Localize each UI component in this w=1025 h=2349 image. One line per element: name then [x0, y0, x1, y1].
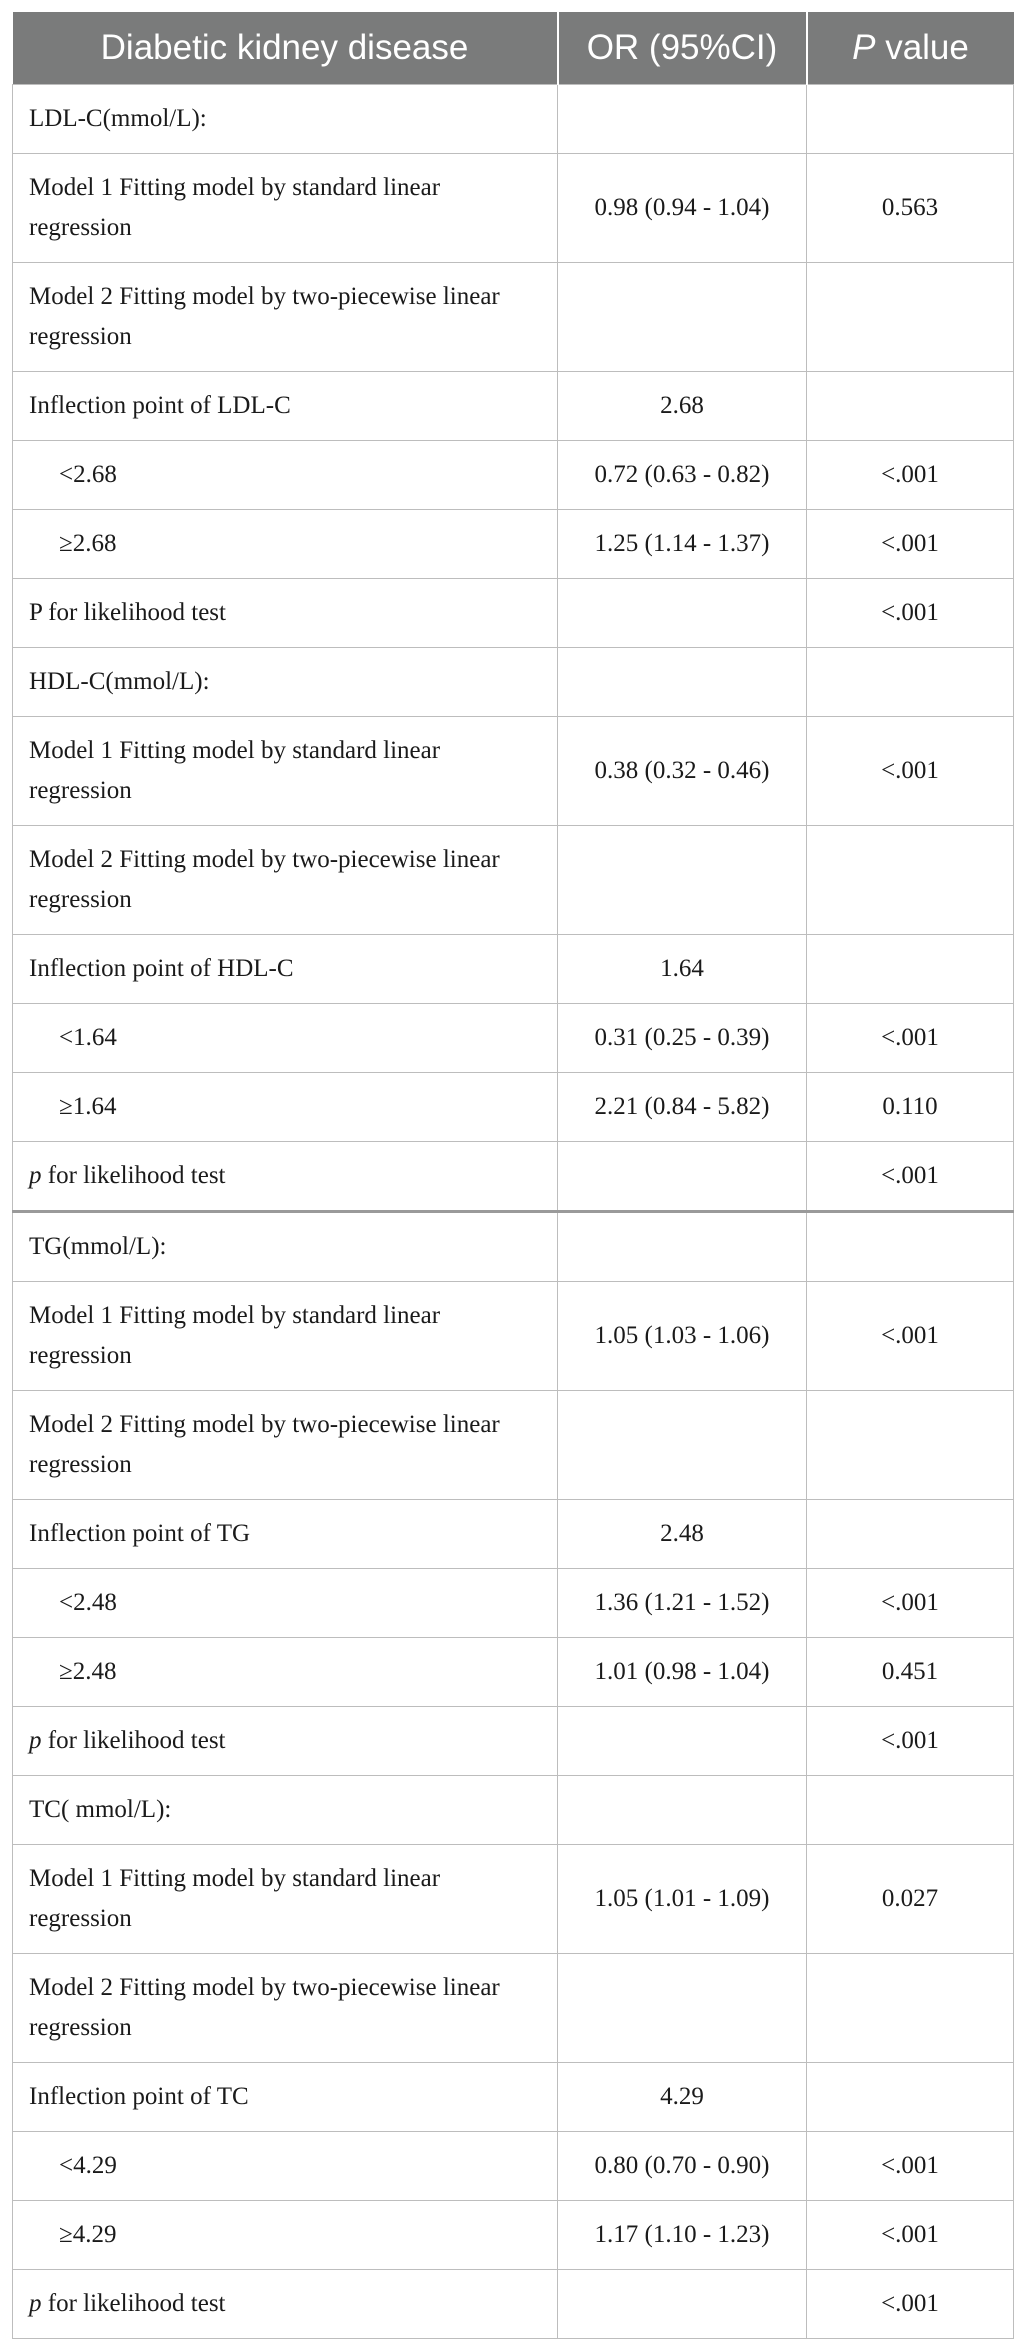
- model2-row: [13, 1391, 1014, 1500]
- below-label: <2.48: [13, 1569, 558, 1638]
- model1-label: Model 1 Fitting model by standard linear regression: [13, 154, 558, 263]
- model1-p: 0.027: [807, 1845, 1014, 1954]
- below-label: <1.64: [13, 1004, 558, 1073]
- header-or-ci: OR (95%CI): [558, 12, 807, 85]
- below-label: <2.68: [13, 441, 558, 510]
- model2-row: [13, 1954, 1014, 2063]
- above-p: 0.110: [807, 1073, 1014, 1142]
- model1-row: [13, 717, 1014, 826]
- above-or: 1.25 (1.14 - 1.37): [558, 510, 807, 579]
- likelihood-p-word: p: [29, 1162, 42, 1189]
- model1-row: [13, 1845, 1014, 1954]
- model1-or: 0.98 (0.94 - 1.04): [558, 154, 807, 263]
- empty-cell: [807, 372, 1014, 441]
- below-or: 0.31 (0.25 - 0.39): [558, 1004, 807, 1073]
- inflection-value: 4.29: [558, 2063, 807, 2132]
- inflection-value: 2.48: [558, 1500, 807, 1569]
- results-table: [12, 12, 1014, 2339]
- empty-cell: [558, 648, 807, 717]
- model1-or: 0.38 (0.32 - 0.46): [558, 717, 807, 826]
- likelihood-p: <.001: [807, 2270, 1014, 2339]
- header-p-value: [807, 12, 1014, 85]
- empty-cell: [807, 1212, 1014, 1282]
- likelihood-text: for likelihood test: [41, 599, 226, 626]
- empty-cell: [807, 1391, 1014, 1500]
- empty-cell: [558, 1142, 807, 1212]
- below-p: <.001: [807, 1569, 1014, 1638]
- section-title-row: [13, 648, 1014, 717]
- likelihood-p: <.001: [807, 1142, 1014, 1212]
- likelihood-row: [13, 2270, 1014, 2339]
- model1-or: 1.05 (1.03 - 1.06): [558, 1282, 807, 1391]
- below-label: <4.29: [13, 2132, 558, 2201]
- above-p: 0.451: [807, 1638, 1014, 1707]
- above-inflection-row: [13, 1638, 1014, 1707]
- likelihood-label: [13, 579, 558, 648]
- empty-cell: [558, 1212, 807, 1282]
- empty-cell: [558, 263, 807, 372]
- model1-row: [13, 154, 1014, 263]
- inflection-value: 1.64: [558, 935, 807, 1004]
- model1-label: Model 1 Fitting model by standard linear regression: [13, 1282, 558, 1391]
- likelihood-row: [13, 1707, 1014, 1776]
- inflection-label: Inflection point of LDL-C: [13, 372, 558, 441]
- empty-cell: [807, 2063, 1014, 2132]
- empty-cell: [807, 263, 1014, 372]
- model2-label: Model 2 Fitting model by two-piecewise linear regression: [13, 1391, 558, 1500]
- likelihood-p-word: P: [29, 599, 42, 626]
- model2-row: [13, 263, 1014, 372]
- model2-label: Model 2 Fitting model by two-piecewise linear regression: [13, 263, 558, 372]
- above-p: <.001: [807, 2201, 1014, 2270]
- below-or: 0.72 (0.63 - 0.82): [558, 441, 807, 510]
- model1-p: <.001: [807, 717, 1014, 826]
- below-p: <.001: [807, 2132, 1014, 2201]
- inflection-label: Inflection point of TG: [13, 1500, 558, 1569]
- section-title-row: [13, 85, 1014, 154]
- empty-cell: [558, 1954, 807, 2063]
- empty-cell: [558, 1707, 807, 1776]
- section-title: LDL-C(mmol/L):: [13, 85, 558, 154]
- empty-cell: [807, 648, 1014, 717]
- header-outcome: Diabetic kidney disease: [13, 12, 558, 85]
- above-label: ≥1.64: [13, 1073, 558, 1142]
- likelihood-p-word: p: [29, 2290, 42, 2317]
- section-title-row: [13, 1776, 1014, 1845]
- table-header: [13, 12, 1014, 85]
- above-inflection-row: [13, 1073, 1014, 1142]
- above-p: <.001: [807, 510, 1014, 579]
- empty-cell: [807, 1776, 1014, 1845]
- likelihood-p: <.001: [807, 1707, 1014, 1776]
- empty-cell: [807, 1500, 1014, 1569]
- inflection-row: [13, 935, 1014, 1004]
- header-p-letter: P: [852, 28, 876, 67]
- above-label: ≥2.48: [13, 1638, 558, 1707]
- likelihood-p-word: p: [29, 1727, 42, 1754]
- inflection-row: [13, 2063, 1014, 2132]
- empty-cell: [558, 2270, 807, 2339]
- empty-cell: [558, 85, 807, 154]
- below-or: 1.36 (1.21 - 1.52): [558, 1569, 807, 1638]
- table-body: [13, 85, 1014, 2339]
- model2-label: Model 2 Fitting model by two-piecewise linear regression: [13, 826, 558, 935]
- likelihood-label: [13, 1142, 558, 1212]
- model1-p: 0.563: [807, 154, 1014, 263]
- empty-cell: [558, 826, 807, 935]
- above-inflection-row: [13, 2201, 1014, 2270]
- model1-label: Model 1 Fitting model by standard linear regression: [13, 717, 558, 826]
- likelihood-p: <.001: [807, 579, 1014, 648]
- likelihood-label: [13, 2270, 558, 2339]
- below-inflection-row: [13, 1569, 1014, 1638]
- section-title-row: [13, 1212, 1014, 1282]
- section-title: TG(mmol/L):: [13, 1212, 558, 1282]
- section-title: HDL-C(mmol/L):: [13, 648, 558, 717]
- model1-p: <.001: [807, 1282, 1014, 1391]
- section-title: TC( mmol/L):: [13, 1776, 558, 1845]
- above-or: 2.21 (0.84 - 5.82): [558, 1073, 807, 1142]
- inflection-label: Inflection point of HDL-C: [13, 935, 558, 1004]
- above-label: ≥4.29: [13, 2201, 558, 2270]
- above-inflection-row: [13, 510, 1014, 579]
- inflection-label: Inflection point of TC: [13, 2063, 558, 2132]
- empty-cell: [558, 1776, 807, 1845]
- likelihood-row: [13, 1142, 1014, 1212]
- likelihood-row: [13, 579, 1014, 648]
- above-or: 1.17 (1.10 - 1.23): [558, 2201, 807, 2270]
- header-value-word: value: [875, 28, 969, 67]
- empty-cell: [558, 1391, 807, 1500]
- model2-label: Model 2 Fitting model by two-piecewise linear regression: [13, 1954, 558, 2063]
- empty-cell: [807, 1954, 1014, 2063]
- likelihood-label: [13, 1707, 558, 1776]
- above-or: 1.01 (0.98 - 1.04): [558, 1638, 807, 1707]
- model1-or: 1.05 (1.01 - 1.09): [558, 1845, 807, 1954]
- empty-cell: [807, 85, 1014, 154]
- below-inflection-row: [13, 1004, 1014, 1073]
- below-p: <.001: [807, 1004, 1014, 1073]
- below-inflection-row: [13, 2132, 1014, 2201]
- below-p: <.001: [807, 441, 1014, 510]
- below-or: 0.80 (0.70 - 0.90): [558, 2132, 807, 2201]
- results-table-container: [12, 12, 1013, 2339]
- inflection-row: [13, 372, 1014, 441]
- above-label: ≥2.68: [13, 510, 558, 579]
- likelihood-text: for likelihood test: [41, 2290, 226, 2317]
- empty-cell: [558, 579, 807, 648]
- below-inflection-row: [13, 441, 1014, 510]
- model1-label: Model 1 Fitting model by standard linear regression: [13, 1845, 558, 1954]
- model1-row: [13, 1282, 1014, 1391]
- model2-row: [13, 826, 1014, 935]
- inflection-value: 2.68: [558, 372, 807, 441]
- empty-cell: [807, 935, 1014, 1004]
- empty-cell: [807, 826, 1014, 935]
- inflection-row: [13, 1500, 1014, 1569]
- likelihood-text: for likelihood test: [41, 1727, 226, 1754]
- likelihood-text: for likelihood test: [41, 1162, 226, 1189]
